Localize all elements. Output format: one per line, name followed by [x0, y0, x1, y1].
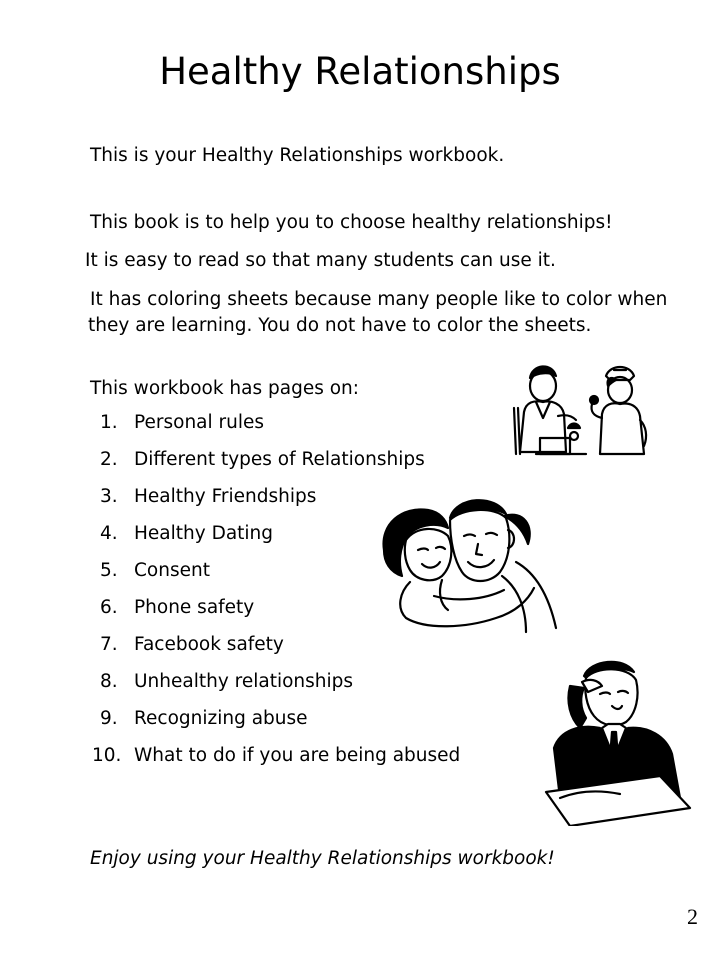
hugging-couple-clipart	[376, 492, 562, 640]
list-item: 6. Phone safety	[100, 597, 255, 618]
list-item: 7. Facebook safety	[100, 634, 284, 655]
page-title: Healthy Relationships	[159, 50, 561, 93]
list-item: 2. Different types of Relationships	[100, 449, 425, 470]
list-item: 3. Healthy Friendships	[100, 486, 317, 507]
thinking-man-clipart	[540, 658, 692, 826]
closing-line: Enjoy using your Healthy Relationships workbook!	[90, 848, 555, 869]
list-item: 4. Healthy Dating	[100, 523, 274, 544]
page-number: 2	[687, 904, 698, 929]
coloring-paragraph: It has coloring sheets because many people like to color when they are learning. You do not have to color the sheets.	[88, 289, 668, 336]
purpose-paragraph: This book is to help you to choose healthy relationships!	[90, 212, 613, 233]
intro-paragraph: This is your Healthy Relationships workbook.	[90, 145, 505, 166]
list-item: 9. Recognizing abuse	[100, 708, 308, 729]
readability-paragraph: It is easy to read so that many students can use it.	[85, 250, 556, 271]
list-item: 8. Unhealthy relationships	[100, 671, 354, 692]
list-item: 10. What to do if you are being abused	[92, 745, 461, 766]
pages-intro: This workbook has pages on:	[90, 378, 360, 399]
list-item: 1. Personal rules	[100, 412, 265, 433]
doctor-nurse-clipart	[506, 356, 656, 462]
list-item: 5. Consent	[100, 560, 210, 581]
